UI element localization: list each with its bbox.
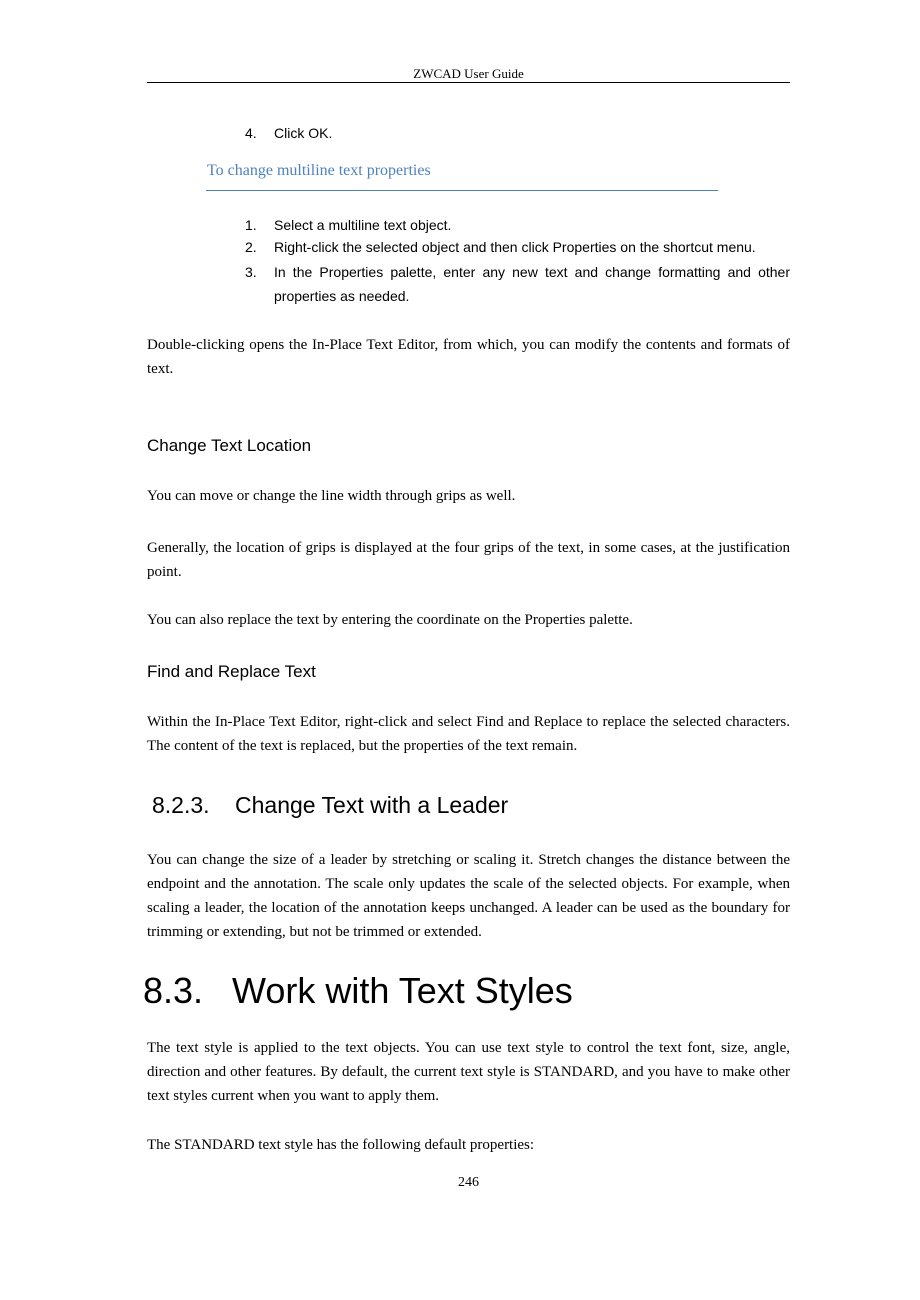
step-number: 4. — [245, 125, 257, 141]
paragraph: You can also replace the text by entering the coordinate on the Properties palette. — [147, 612, 633, 628]
chapter-section-title: Work with Text Styles — [232, 970, 573, 1011]
step-number: 3. — [245, 264, 257, 280]
step-text: Right-click the selected object and then click Properties on the shortcut menu. — [274, 239, 756, 255]
step-number: 2. — [245, 239, 257, 255]
step-text: In the Properties palette, enter any new text and change formatting and other properties as needed. — [274, 264, 790, 304]
list-item — [245, 235, 790, 259]
step-text: Click OK. — [274, 125, 333, 141]
paragraph: Within the In-Place Text Editor, right-click and select Find and Replace to replace the selected characters. The content of the text is replaced, but the properties of the text remain. — [147, 714, 790, 754]
paragraph: You can change the size of a leader by stretching or scaling it. Stretch changes the distance between the endpoint and the annotation. The scale only updates the scale of the selected objects. For example, when scaling a leader, the location of the annotation keeps unchanged. A leader can be used as the boundary for trimming or extending, but not be trimmed or extended. — [147, 852, 790, 940]
section-number: 8.2.3. — [152, 792, 210, 818]
chapter-section-number: 8.3. — [143, 970, 204, 1011]
paragraph: Generally, the location of grips is displayed at the four grips of the text, in some cases, at the justification point. — [147, 540, 790, 580]
section-heading: Change Text Location — [147, 436, 312, 455]
list-item — [245, 121, 790, 145]
procedure-heading-rule — [206, 190, 718, 191]
paragraph: Double-clicking opens the In-Place Text Editor, from which, you can modify the contents and formats of text. — [147, 337, 790, 377]
procedure-heading: To change multiline text properties — [207, 162, 431, 179]
step-number: 1. — [245, 217, 257, 233]
paragraph: You can move or change the line width through grips as well. — [147, 488, 516, 504]
section-heading: Find and Replace Text — [147, 662, 316, 681]
header-divider — [147, 82, 790, 83]
paragraph: The STANDARD text style has the following default properties: — [147, 1137, 535, 1153]
list-item — [245, 260, 790, 308]
paragraph: The text style is applied to the text objects. You can use text style to control the text font, size, angle, direction and other features. By default, the current text style is STANDARD, and you have to make other text styles current when you want to apply them. — [147, 1040, 790, 1104]
step-text: Select a multiline text object. — [274, 217, 452, 233]
list-item — [245, 213, 790, 237]
section-title: Change Text with a Leader — [235, 792, 509, 818]
page-number: 246 — [458, 1175, 479, 1190]
running-header: ZWCAD User Guide — [413, 66, 524, 81]
